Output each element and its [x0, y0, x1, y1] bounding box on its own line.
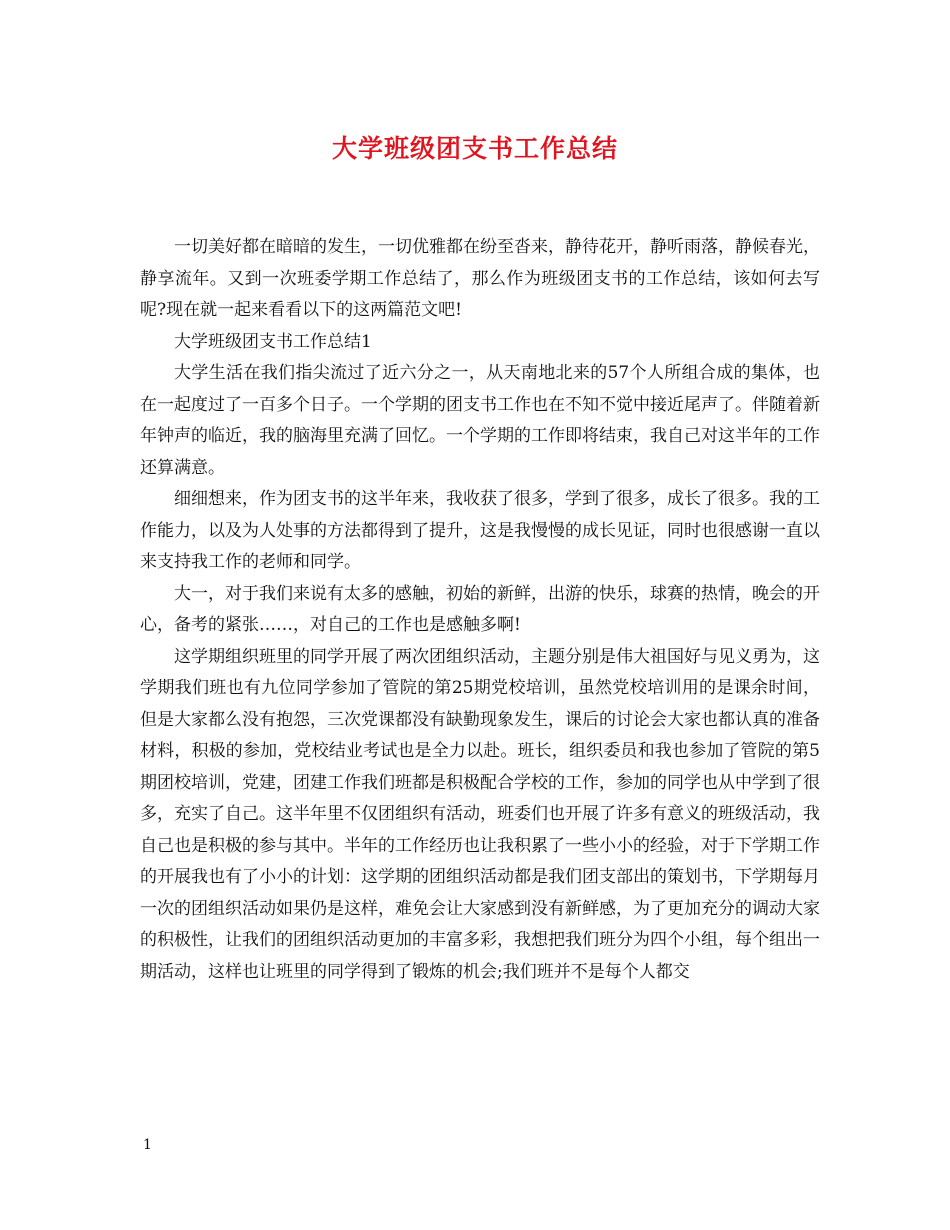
intro-paragraph: 一切美好都在暗暗的发生，一切优雅都在纷至沓来，静待花开，静听雨落，静候春光，静享流年。又到一次班委学期工作总结了，那么作为班级团支书的工作总结，该如何去写呢?现在就一起来看看以下的这两篇范文吧!: [140, 237, 820, 320]
section-heading: 大学班级团支书工作总结1: [174, 331, 372, 352]
document-body: [140, 232, 820, 988]
body-paragraph: 大一，对于我们来说有太多的感触，初始的新鲜，出游的快乐，球赛的热情，晚会的开心，备考的紧张……，对自己的工作也是感触多啊!: [140, 583, 820, 635]
body-paragraph: 这学期组织班里的同学开展了两次团组织活动，主题分别是伟大祖国好与见义勇为，这学期我们班也有九位同学参加了管院的第25期党校培训，虽然党校培训用的是课余时间，但是大家都么没有抱怨，三次党课都没有缺勤现象发生，课后的讨论会大家也都认真的准备材料，积极的参加，党校结业考试也是全力以赴。班长，组织委员和我也参加了管院的第5期团校培训，党建，团建工作我们班都是积极配合学校的工作，参加的同学也从中学到了很多，充实了自己。这半年里不仅团组织有活动，班委们也开展了许多有意义的班级活动，我自己也是积极的参与其中。半年的工作经历也让我积累了一些小小的经验，对于下学期工作的开展我也有了小小的计划：这学期的团组织活动都是我们团支部出的策划书，下学期每月一次的团组织活动如果仍是这样，难免会让大家感到没有新鲜感，为了更加充分的调动大家的积极性，让我们的团组织活动更加的丰富多彩，我想把我们班分为四个小组，每个组出一期活动，这样也让班里的同学得到了锻炼的机会;我们班并不是每个人都交: [140, 646, 820, 982]
body-paragraph: 细细想来，作为团支书的这半年来，我收获了很多，学到了很多，成长了很多。我的工作能力，以及为人处事的方法都得到了提升，这是我慢慢的成长见证，同时也很感谢一直以来支持我工作的老师和同学。: [140, 489, 820, 572]
page-number: 1: [143, 1137, 152, 1153]
document-title: 大学班级团支书工作总结: [331, 134, 618, 163]
body-paragraph: 大学生活在我们指尖流过了近六分之一，从天南地北来的57个人所组合成的集体，也在一起度过了一百多个日子。一个学期的团支书工作也在不知不觉中接近尾声了。伴随着新年钟声的临近，我的脑海里充满了回忆。一个学期的工作即将结束，我自己对这半年的工作还算满意。: [140, 363, 820, 478]
